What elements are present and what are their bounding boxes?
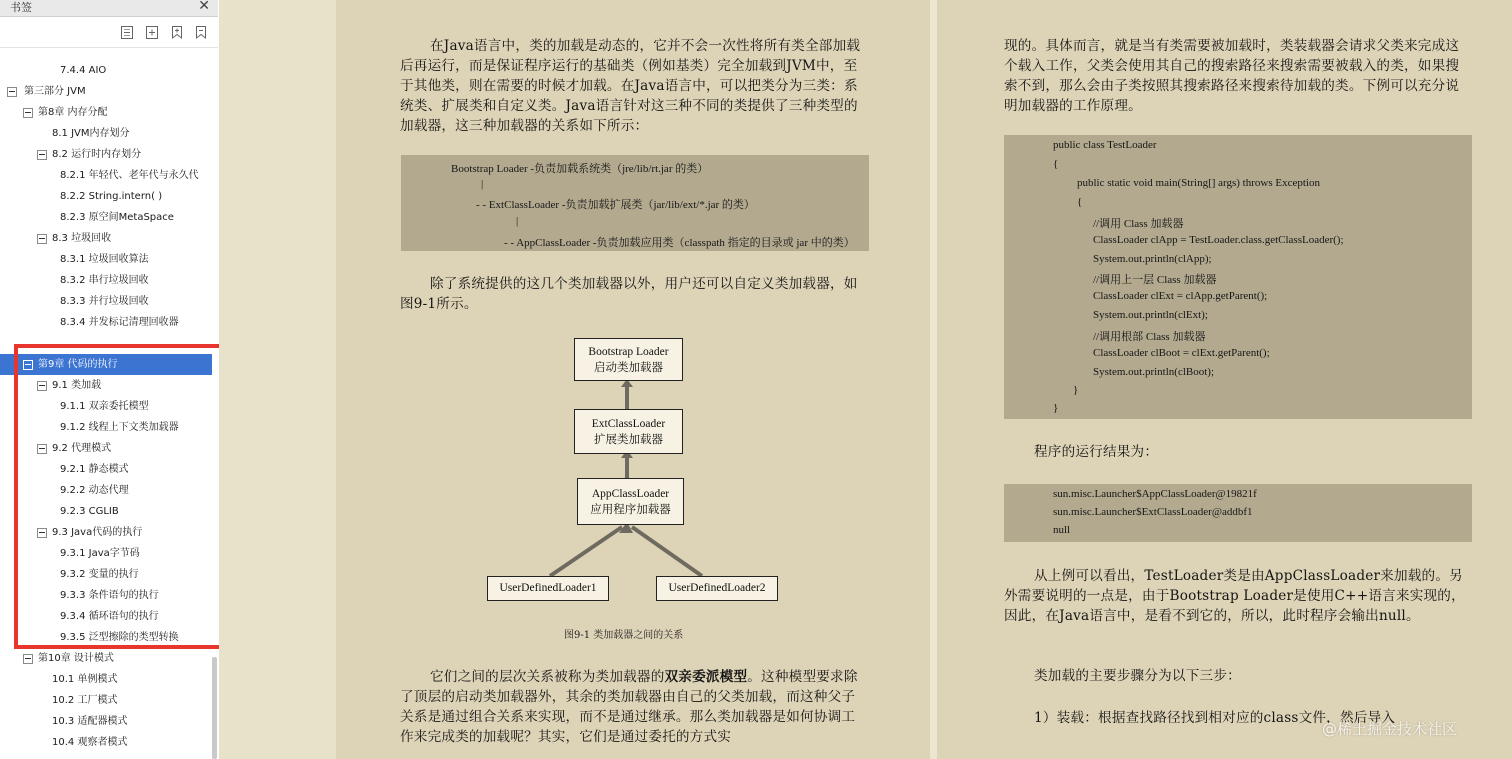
- document-page-left: [336, 0, 930, 759]
- bookmark-label: 第10章 设计模式: [38, 653, 114, 664]
- paragraph: 1）装载：根据查找路径找到相对应的class文件，然后导入: [1034, 710, 1396, 726]
- arrow-line: [550, 527, 622, 576]
- bookmark-label: 9.3 Java代码的执行: [52, 527, 143, 538]
- bootstrap-loader-node: [574, 338, 683, 381]
- add-bookmark-icon[interactable]: [171, 26, 183, 40]
- paragraph: [400, 667, 866, 747]
- close-icon[interactable]: ✕: [198, 0, 210, 14]
- bookmark-item[interactable]: [0, 249, 212, 270]
- bookmark-label: 9.1 类加载: [52, 380, 102, 391]
- code-line: }: [1053, 402, 1059, 414]
- bookmark-label: 9.3.1 Java字节码: [60, 548, 140, 559]
- node-title: Bootstrap Loader: [588, 346, 669, 358]
- document-page-right: [937, 0, 1512, 759]
- collapse-toggle-icon[interactable]: [23, 654, 33, 664]
- collapse-all-icon[interactable]: [121, 26, 133, 40]
- sidebar-scrollbar[interactable]: [212, 657, 217, 759]
- bookmark-label: 8.3 垃圾回收: [52, 233, 112, 244]
- code-line: System.out.println(clExt);: [1093, 309, 1208, 321]
- code-line: //调用根部 Class 加载器: [1093, 331, 1206, 343]
- bookmark-label: 第8章 内存分配: [38, 107, 108, 118]
- bookmark-item[interactable]: [0, 102, 212, 123]
- code-line: //调用上一层 Class 加载器: [1093, 274, 1217, 286]
- collapse-toggle-icon[interactable]: [37, 234, 47, 244]
- paragraph-text: 。这种模型要求除了顶层的启动类加载器外，其余的类加载器由自己的父类加载，而这种父子关系是通过组合关系来实现，而不是通过继承。那么类加载器是如何协调工作来完成类的加载呢？其实，它们是通过委托的方式实: [400, 669, 858, 745]
- bookmark-item[interactable]: [0, 480, 212, 501]
- code-line: {: [1053, 158, 1059, 170]
- code-line: System.out.println(clApp);: [1093, 253, 1212, 265]
- code-line: ClassLoader clBoot = clExt.getParent();: [1093, 347, 1270, 359]
- output-line: sun.misc.Launcher$AppClassLoader@19821f: [1053, 488, 1257, 500]
- paragraph: 在Java语言中，类的加载是动态的，它并不会一次性将所有类全部加载后再运行，而是保证程序运行的基础类（例如基类）完全加载到JVM中，至于其他类，则在需要的时候才加载。在Java语言中，可以把类分为三类：系统类、扩展类和自定义类。Java语言针对这三种不同的类提供了三种类型的加载器，这三种加载器的关系如下所示：: [400, 38, 861, 134]
- bookmark-label: 9.2.2 动态代理: [60, 485, 129, 496]
- code-line: public class TestLoader: [1053, 139, 1157, 151]
- collapse-toggle-icon[interactable]: [37, 381, 47, 391]
- bookmark-tree: [0, 50, 212, 759]
- ext-classloader-node: [574, 409, 683, 454]
- output-line: null: [1053, 524, 1071, 536]
- collapse-toggle-icon[interactable]: [37, 444, 47, 454]
- paragraph: 现的。具体而言，就是当有类需要被加载时，类装载器会请求父类来完成这个载入工作，父类会使用其自己的搜索路径来搜索需要被载入的类，如果搜索不到，那么会由子类按照其搜索路径来搜索待加载的类。下例可以充分说明加载器的工作原理。: [1004, 38, 1460, 114]
- node-title: ExtClassLoader: [591, 418, 666, 430]
- bookmark-label: 9.3.4 循环语句的执行: [60, 611, 159, 622]
- bookmark-label: 9.3.3 条件语句的执行: [60, 590, 159, 601]
- page-gap: [930, 0, 937, 759]
- box-line: |: [481, 178, 484, 190]
- bookmark-panel-title: 书签: [10, 1, 32, 14]
- class-loader-diagram: [336, 0, 930, 759]
- bold-term: 双亲委派模型: [664, 669, 748, 685]
- bookmark-item[interactable]: [0, 354, 212, 375]
- bookmark-label: 9.3.2 变量的执行: [60, 569, 139, 580]
- bookmark-item[interactable]: [0, 627, 212, 648]
- bookmark-label: 8.1 JVM内存划分: [52, 128, 130, 139]
- bookmark-item[interactable]: [0, 270, 212, 291]
- box-line: Bootstrap Loader -负责加载系统类（jre/lib/rt.jar 的类）: [451, 163, 709, 175]
- document-viewer: [219, 0, 1512, 759]
- delete-bookmark-icon[interactable]: [195, 26, 207, 40]
- node-subtitle: 扩展类加载器: [594, 434, 663, 446]
- bookmark-label: 7.4.4 AIO: [60, 65, 107, 76]
- bookmark-item[interactable]: [0, 417, 212, 438]
- bookmark-item[interactable]: [0, 543, 212, 564]
- collapse-toggle-icon[interactable]: [37, 528, 47, 538]
- bookmark-item[interactable]: [0, 228, 212, 249]
- bookmark-label: 9.2.1 静态模式: [60, 464, 129, 475]
- collapse-toggle-icon[interactable]: [37, 150, 47, 160]
- bookmark-item[interactable]: [0, 312, 212, 333]
- bookmark-item[interactable]: [0, 144, 212, 165]
- bookmark-label: 8.2.2 String.intern( ): [60, 191, 163, 202]
- collapse-toggle-icon[interactable]: [23, 108, 33, 118]
- bookmark-item[interactable]: [0, 711, 212, 732]
- bookmark-item[interactable]: [0, 606, 212, 627]
- bookmark-item[interactable]: [0, 732, 212, 753]
- bookmark-panel-header: [0, 0, 218, 17]
- node-subtitle: 应用程序加载器: [590, 504, 671, 516]
- bookmark-item[interactable]: [0, 501, 212, 522]
- code-line: ClassLoader clExt = clApp.getParent();: [1093, 290, 1268, 302]
- bookmark-label: 8.2.3 原空间MetaSpace: [60, 212, 174, 223]
- bookmark-item[interactable]: [0, 81, 212, 102]
- bookmark-label: 10.4 观察者模式: [52, 737, 128, 748]
- bookmark-label: 第三部分 JVM: [24, 86, 86, 97]
- output-block: [1004, 484, 1472, 542]
- bookmark-item[interactable]: [0, 438, 212, 459]
- code-line: //调用 Class 加载器: [1093, 218, 1184, 230]
- code-line: {: [1077, 196, 1083, 208]
- divider: [0, 47, 218, 48]
- bookmark-label: 8.3.1 垃圾回收算法: [60, 254, 149, 265]
- output-line: sun.misc.Launcher$ExtClassLoader@addbf1: [1053, 506, 1253, 518]
- bookmark-label: 10.3 适配器模式: [52, 716, 128, 727]
- box-line: - - ExtClassLoader -负责加载扩展类（jar/lib/ext/*.jar 的类）: [476, 199, 755, 211]
- bookmark-item[interactable]: [0, 396, 212, 417]
- paragraph: 类加载的主要步骤分为以下三步：: [1034, 668, 1241, 684]
- bookmark-item[interactable]: [0, 669, 212, 690]
- bookmark-label: 9.1.2 线程上下文类加载器: [60, 422, 179, 433]
- box-line: - - AppClassLoader -负责加载应用类（classpath 指定的目录或 jar 中的类）: [504, 237, 855, 249]
- bookmark-item[interactable]: [0, 60, 212, 81]
- bookmark-panel: [0, 0, 220, 759]
- user-defined-loader1-node: UserDefinedLoader1: [487, 576, 609, 601]
- paragraph: 从上例可以看出，TestLoader类是由AppClassLoader来加载的。另外需要说明的一点是，由于Bootstrap Loader是使用C++语言来实现的，因此，在Java语言中，是看不到它的，所以，此时程序会输出null。: [1004, 568, 1465, 624]
- box-line: |: [516, 215, 519, 227]
- bookmark-item[interactable]: [0, 186, 212, 207]
- collapse-toggle-icon[interactable]: [7, 87, 17, 97]
- code-line: System.out.println(clBoot);: [1093, 366, 1214, 378]
- user-defined-loader2-node: UserDefinedLoader2: [656, 576, 778, 601]
- expand-all-icon[interactable]: [146, 26, 158, 40]
- figure-caption: 图9-1 类加载器之间的关系: [564, 630, 684, 641]
- bookmark-label: 9.1.1 双亲委托模型: [60, 401, 149, 412]
- bookmark-item[interactable]: [0, 207, 212, 228]
- code-block: [1004, 135, 1472, 419]
- code-line: }: [1073, 384, 1079, 396]
- bookmark-item[interactable]: [0, 585, 212, 606]
- code-line: ClassLoader clApp = TestLoader.class.getClassLoader();: [1093, 234, 1344, 246]
- bookmark-item[interactable]: [0, 690, 212, 711]
- paragraph: 程序的运行结果为：: [1034, 444, 1159, 460]
- bookmark-label: 8.2.1 年轻代、老年代与永久代: [60, 170, 199, 181]
- bookmark-label: 9.3.5 泛型擦除的类型转换: [60, 632, 179, 643]
- bookmark-label: 10.2 工厂模式: [52, 695, 118, 706]
- bookmark-label: 9.2 代理模式: [52, 443, 112, 454]
- node-title: AppClassLoader: [591, 488, 670, 500]
- bookmark-item[interactable]: [0, 291, 212, 312]
- bookmark-label: 8.2 运行时内存划分: [52, 149, 142, 160]
- bookmark-label: 8.3.4 并发标记清理回收器: [60, 317, 179, 328]
- app-classloader-node: [577, 478, 684, 525]
- bookmark-item[interactable]: [0, 375, 212, 396]
- bookmark-item[interactable]: [0, 459, 212, 480]
- bookmark-label: 8.3.3 并行垃圾回收: [60, 296, 149, 307]
- watermark: @稀土掘金技术社区: [1322, 720, 1458, 738]
- paragraph: 除了系统提供的这几个类加载器以外，用户还可以自定义类加载器，如图9-1所示。: [400, 276, 858, 312]
- node-subtitle: 启动类加载器: [594, 362, 663, 374]
- bookmark-item[interactable]: [0, 123, 212, 144]
- bookmark-item[interactable]: [0, 564, 212, 585]
- arrow-line: [632, 527, 702, 576]
- bookmark-label: 8.3.2 串行垃圾回收: [60, 275, 149, 286]
- bookmark-toolbar: [0, 17, 218, 47]
- bookmark-item[interactable]: [0, 648, 212, 669]
- bookmark-label: 第9章 代码的执行: [38, 359, 118, 370]
- bookmark-label: 10.1 单例模式: [52, 674, 118, 685]
- bookmark-item[interactable]: [0, 165, 212, 186]
- collapse-toggle-icon[interactable]: [23, 360, 33, 370]
- code-line: public static void main(String[] args) throws Exception: [1077, 177, 1320, 189]
- bookmark-label: 9.2.3 CGLIB: [60, 506, 119, 517]
- paragraph-text: 它们之间的层次关系被称为类加载器的: [430, 669, 665, 685]
- bookmark-item[interactable]: [0, 522, 212, 543]
